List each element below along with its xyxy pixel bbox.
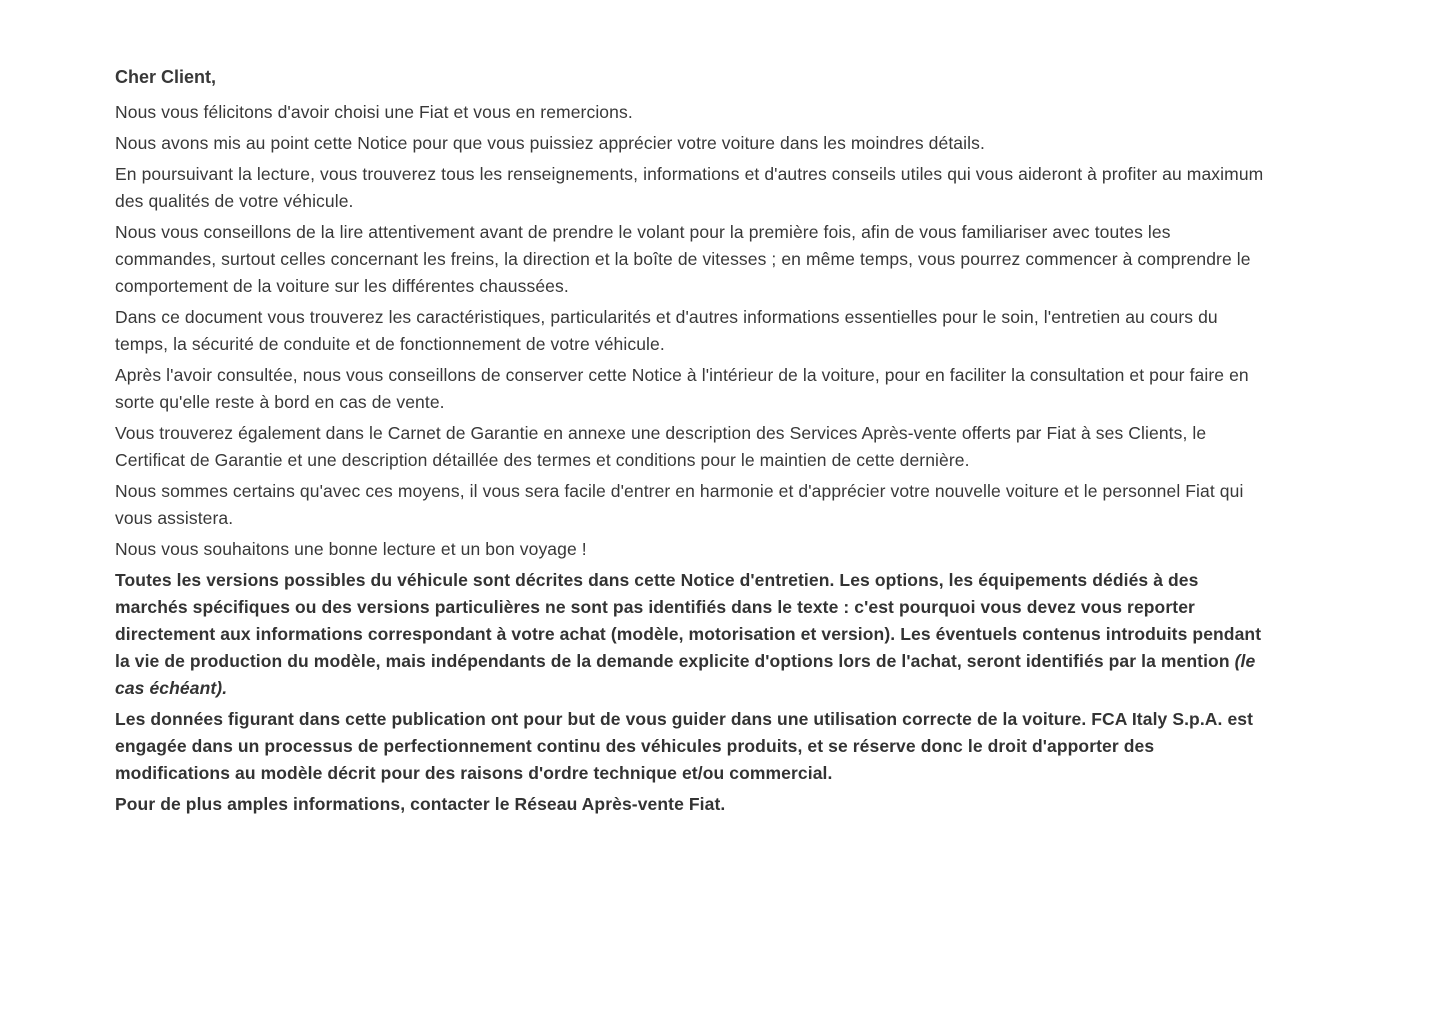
paragraph-fca-disclaimer: Les données figurant dans cette publication ont pour but de vous guider dans une utilisation correcte de la voiture. FCA Italy S.p.A. est engagée dans un processus de perfectionnement continu des véhicules produits, et se réserve donc le droit d'apporter des modifications au modèle décrit pour des raisons d'ordre technique et/ou commercial. bbox=[115, 709, 1254, 783]
paragraph-keep-in-car: Après l'avoir consultée, nous vous conseillons de conserver cette Notice à l'intérieur de la voiture, pour en faciliter la consultation et pour faire en sorte qu'elle reste à bord en cas de vente. bbox=[115, 365, 1249, 412]
paragraph-notice-purpose: Nous avons mis au point cette Notice pour que vous puissiez apprécier votre voiture dans les moindres détails. bbox=[115, 133, 985, 153]
versions-notice-italic-tail: (le cas échéant). bbox=[115, 651, 1256, 698]
salutation: Cher Client, bbox=[115, 67, 217, 87]
paragraph-contact-network: Pour de plus amples informations, contacter le Réseau Après-vente Fiat. bbox=[115, 794, 726, 814]
paragraph-versions-notice bbox=[115, 567, 1273, 702]
paragraph-read-before-driving: Nous vous conseillons de la lire attentivement avant de prendre le volant pour la première fois, afin de vous familiariser avec toutes les commandes, surtout celles concernant les freins, la direction et la boîte de vitesses ; en même temps, vous pourrez commencer à comprendre le comportement de la voiture sur les différentes chaussées. bbox=[115, 222, 1251, 296]
paragraph-document-contents: Dans ce document vous trouverez les caractéristiques, particularités et d'autres informations essentielles pour le soin, l'entretien au cours du temps, la sécurité de conduite et de fonctionnement de votre véhicule. bbox=[115, 307, 1218, 354]
versions-notice-text: Toutes les versions possibles du véhicule sont décrites dans cette Notice d'entretien. Les options, les équipements dédiés à des marchés spécifiques ou des versions particulières ne sont pas identifiés dans le texte : c'est pourquoi vous devez vous reporter directement aux informations correspondant à votre achat (modèle, motorisation et version). Les éventuels contenus introduits pendant la vie de production du modèle, mais indépendants de la demande explicite d'options lors de l'achat, seront identifiés par la mention bbox=[115, 570, 1262, 671]
paragraph-reading-benefits: En poursuivant la lecture, vous trouverez tous les renseignements, informations et d'autres conseils utiles qui vous aideront à profiter au maximum des qualités de votre véhicule. bbox=[115, 164, 1264, 211]
paragraph-good-journey: Nous vous souhaitons une bonne lecture et un bon voyage ! bbox=[115, 539, 587, 559]
paragraph-greeting: Nous vous félicitons d'avoir choisi une Fiat et vous en remercions. bbox=[115, 102, 633, 122]
paragraph-harmony: Nous sommes certains qu'avec ces moyens, il vous sera facile d'entrer en harmonie et d'apprécier votre nouvelle voiture et le personnel Fiat qui vous assistera. bbox=[115, 481, 1244, 528]
paragraph-warranty-booklet: Vous trouverez également dans le Carnet de Garantie en annexe une description des Services Après-vente offerts par Fiat à ses Clients, le Certificat de Garantie et une description détaillée des termes et conditions pour le maintien de cette dernière. bbox=[115, 423, 1207, 470]
